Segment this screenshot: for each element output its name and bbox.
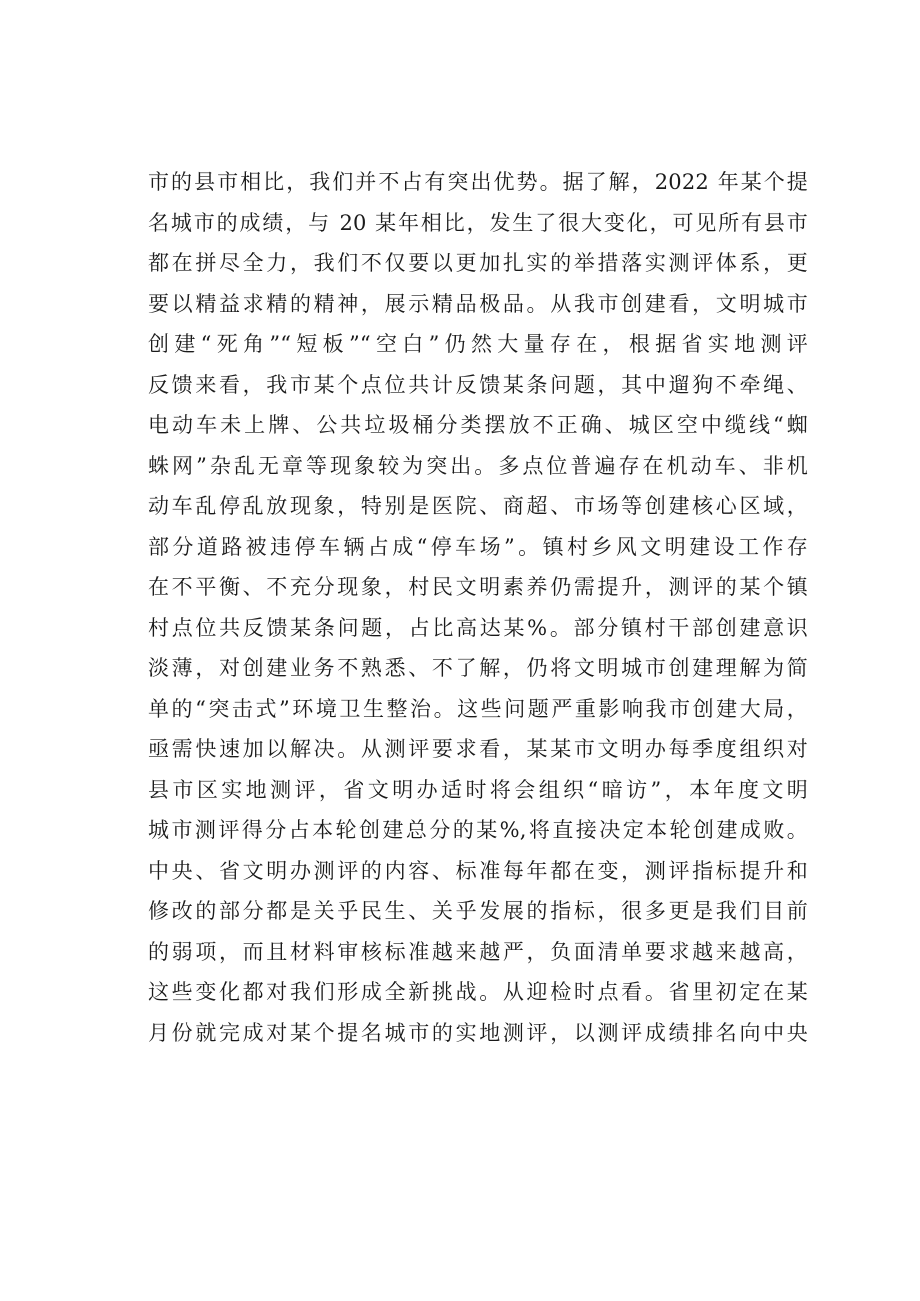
text-line: 修改的部分都是关乎民生、关乎发展的指标，很多更是我们目前 [148,899,808,923]
text-line: 要以精益求精的精神，展示精品极品。从我市创建看，文明城市 [148,291,808,316]
text-line: 名城市的成绩，与 20 某年相比，发生了很大变化，可见所有县市 [148,210,808,235]
text-line: 中央、省文明办测评的内容、标准每年都在变，测评指标提升和 [148,858,808,883]
text-line: 单的“突击式”环境卫生整治。这些问题严重影响我市创建大局， [148,696,808,721]
text-line: 动车乱停乱放现象，特别是医院、商超、市场等创建核心区域， [148,494,808,518]
text-line: 蛛网”杂乱无章等现象较为突出。多点位普遍存在机动车、非机 [148,453,808,478]
text-line: 在不平衡、不充分现象，村民文明素养仍需提升，测评的某个镇 [148,575,808,599]
body-paragraph [148,162,808,1053]
text-line: 这些变化都对我们形成全新挑战。从迎检时点看。省里初定在某 [148,980,808,1004]
text-line: 月份就完成对某个提名城市的实地测评，以测评成绩排名向中央 [148,1020,808,1045]
text-line: 亟需快速加以解决。从测评要求看，某某市文明办每季度组织对 [148,737,808,761]
text-line: 淡薄，对创建业务不熟悉、不了解，仍将文明城市创建理解为简 [148,656,808,680]
text-line: 部分道路被违停车辆占成“停车场”。镇村乡风文明建设工作存 [148,534,808,559]
text-line: 创建“死角”“短板”“空白”仍然大量存在，根据省实地测评 [148,332,808,356]
text-line: 反馈来看，我市某个点位共计反馈某条问题，其中遛狗不牵绳、 [148,372,808,397]
text-line: 村点位共反馈某条问题，占比高达某%。部分镇村干部创建意识 [148,615,808,640]
text-line: 城市测评得分占本轮创建总分的某%,将直接决定本轮创建成败。 [148,818,808,842]
text-line: 电动车未上牌、公共垃圾桶分类摆放不正确、城区空中缆线“蜘 [148,413,808,437]
text-line: 市的县市相比，我们并不占有突出优势。据了解，2022 年某个提 [148,170,808,194]
text-line: 县市区实地测评，省文明办适时将会组织“暗访”，本年度文明 [148,777,808,802]
text-line: 都在拼尽全力，我们不仅要以更加扎实的举措落实测评体系，更 [148,251,808,275]
text-line: 的弱项，而且材料审核标准越来越严，负面清单要求越来越高， [148,939,808,964]
